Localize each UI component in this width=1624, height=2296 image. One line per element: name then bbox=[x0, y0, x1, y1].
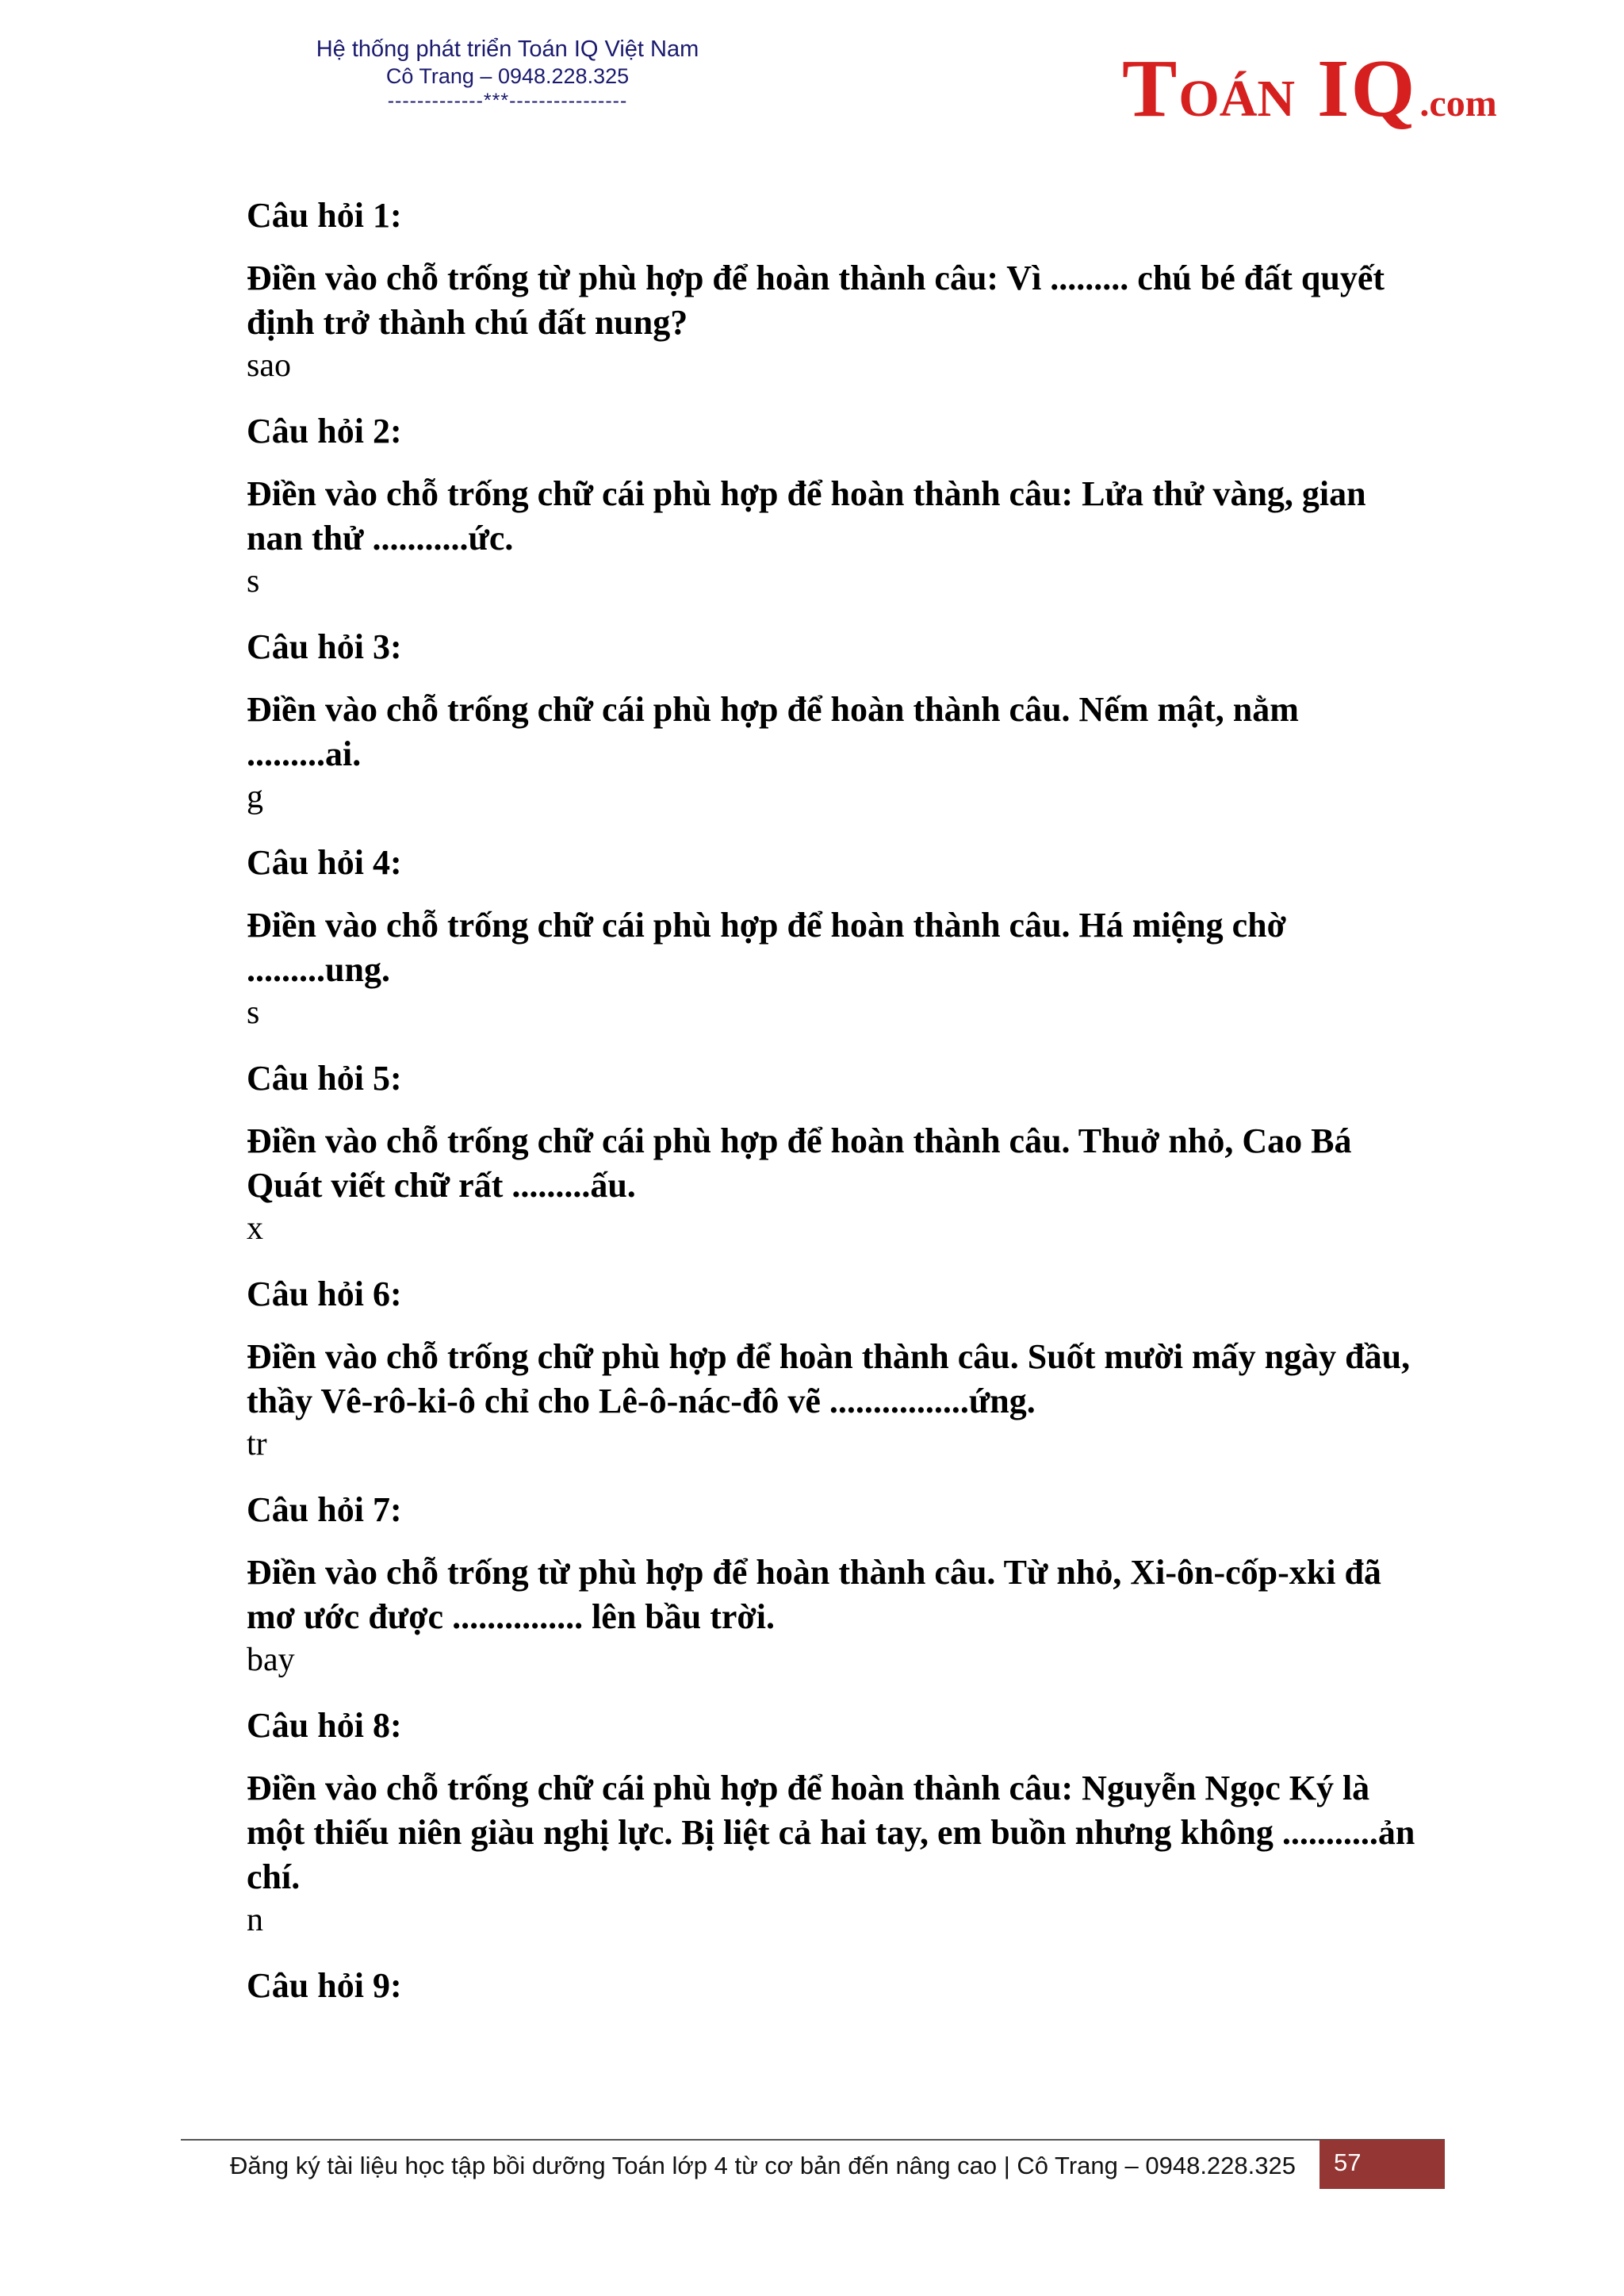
question-list bbox=[247, 194, 1420, 2031]
question-answer: s bbox=[247, 563, 260, 600]
question-3 bbox=[247, 626, 1420, 818]
question-title: Câu hỏi 9: bbox=[247, 1966, 402, 2005]
question-text: Điền vào chỗ trống từ phù hợp để hoàn thành câu. Từ nhỏ, Xi-ôn-cốp-xki đã mơ ước được ............... lên bầu trời. bbox=[247, 1553, 1381, 1636]
question-text: Điền vào chỗ trống chữ phù hợp để hoàn thành câu. Suốt mười mấy ngày đầu, thầy Vê-rô-ki-ô chỉ cho Lê-ô-nác-đô vẽ ................ứng. bbox=[247, 1337, 1411, 1420]
question-text: Điền vào chỗ trống chữ cái phù hợp để hoàn thành câu. Há miệng chờ .........ung. bbox=[247, 906, 1286, 989]
question-text: Điền vào chỗ trống chữ cái phù hợp để hoàn thành câu: Nguyễn Ngọc Ký là một thiếu niên giàu nghị lực. Bị liệt cả hai tay, em buồn nhưng không ...........ản chí. bbox=[247, 1769, 1415, 1896]
question-4 bbox=[247, 841, 1420, 1033]
question-title: Câu hỏi 6: bbox=[247, 1274, 402, 1313]
page-number: 57 bbox=[1320, 2140, 1445, 2189]
question-title: Câu hỏi 3: bbox=[247, 627, 402, 666]
question-7 bbox=[247, 1489, 1420, 1681]
question-text: Điền vào chỗ trống chữ cái phù hợp để hoàn thành câu: Lửa thử vàng, gian nan thử ...........ức. bbox=[247, 474, 1366, 558]
question-answer: tr bbox=[247, 1426, 267, 1462]
question-answer: n bbox=[247, 1902, 263, 1938]
footer-text: Đăng ký tài liệu học tập bồi dưỡng Toán lớp 4 từ cơ bản đến nâng cao | Cô Trang – 0948.228.325 bbox=[230, 2152, 1296, 2179]
question-6 bbox=[247, 1273, 1420, 1465]
question-answer: sao bbox=[247, 347, 291, 384]
question-answer: bay bbox=[247, 1642, 295, 1678]
footer-divider bbox=[181, 2139, 1445, 2141]
question-answer: g bbox=[247, 779, 263, 815]
header-divider: -------------***---------------- bbox=[387, 90, 628, 112]
question-title: Câu hỏi 8: bbox=[247, 1706, 402, 1745]
question-title: Câu hỏi 1: bbox=[247, 196, 402, 235]
question-2 bbox=[247, 410, 1420, 602]
question-answer: x bbox=[247, 1210, 263, 1247]
question-9 bbox=[247, 1964, 1420, 2007]
question-title: Câu hỏi 4: bbox=[247, 843, 402, 882]
header-contact: Cô Trang – 0948.228.325 bbox=[385, 64, 630, 88]
question-text: Điền vào chỗ trống chữ cái phù hợp để hoàn thành câu. Thuở nhỏ, Cao Bá Quát viết chữ rất .........ấu. bbox=[247, 1121, 1352, 1205]
question-text: Điền vào chỗ trống chữ cái phù hợp để hoàn thành câu. Nếm mật, nằm .........ai. bbox=[247, 690, 1299, 773]
toaniq-logo: TOÁN IQ.com bbox=[1122, 43, 1497, 134]
question-title: Câu hỏi 5: bbox=[247, 1059, 402, 1098]
question-text: Điền vào chỗ trống từ phù hợp để hoàn thành câu: Vì ......... chú bé đất quyết định trở thành chú đất nung? bbox=[247, 259, 1385, 342]
question-1 bbox=[247, 194, 1420, 386]
question-title: Câu hỏi 7: bbox=[247, 1490, 402, 1529]
question-8 bbox=[247, 1704, 1420, 1941]
question-title: Câu hỏi 2: bbox=[247, 412, 402, 450]
question-answer: s bbox=[247, 995, 260, 1031]
question-5 bbox=[247, 1057, 1420, 1249]
header-organization: Hệ thống phát triển Toán IQ Việt Nam bbox=[316, 36, 699, 62]
header-info bbox=[262, 35, 753, 113]
